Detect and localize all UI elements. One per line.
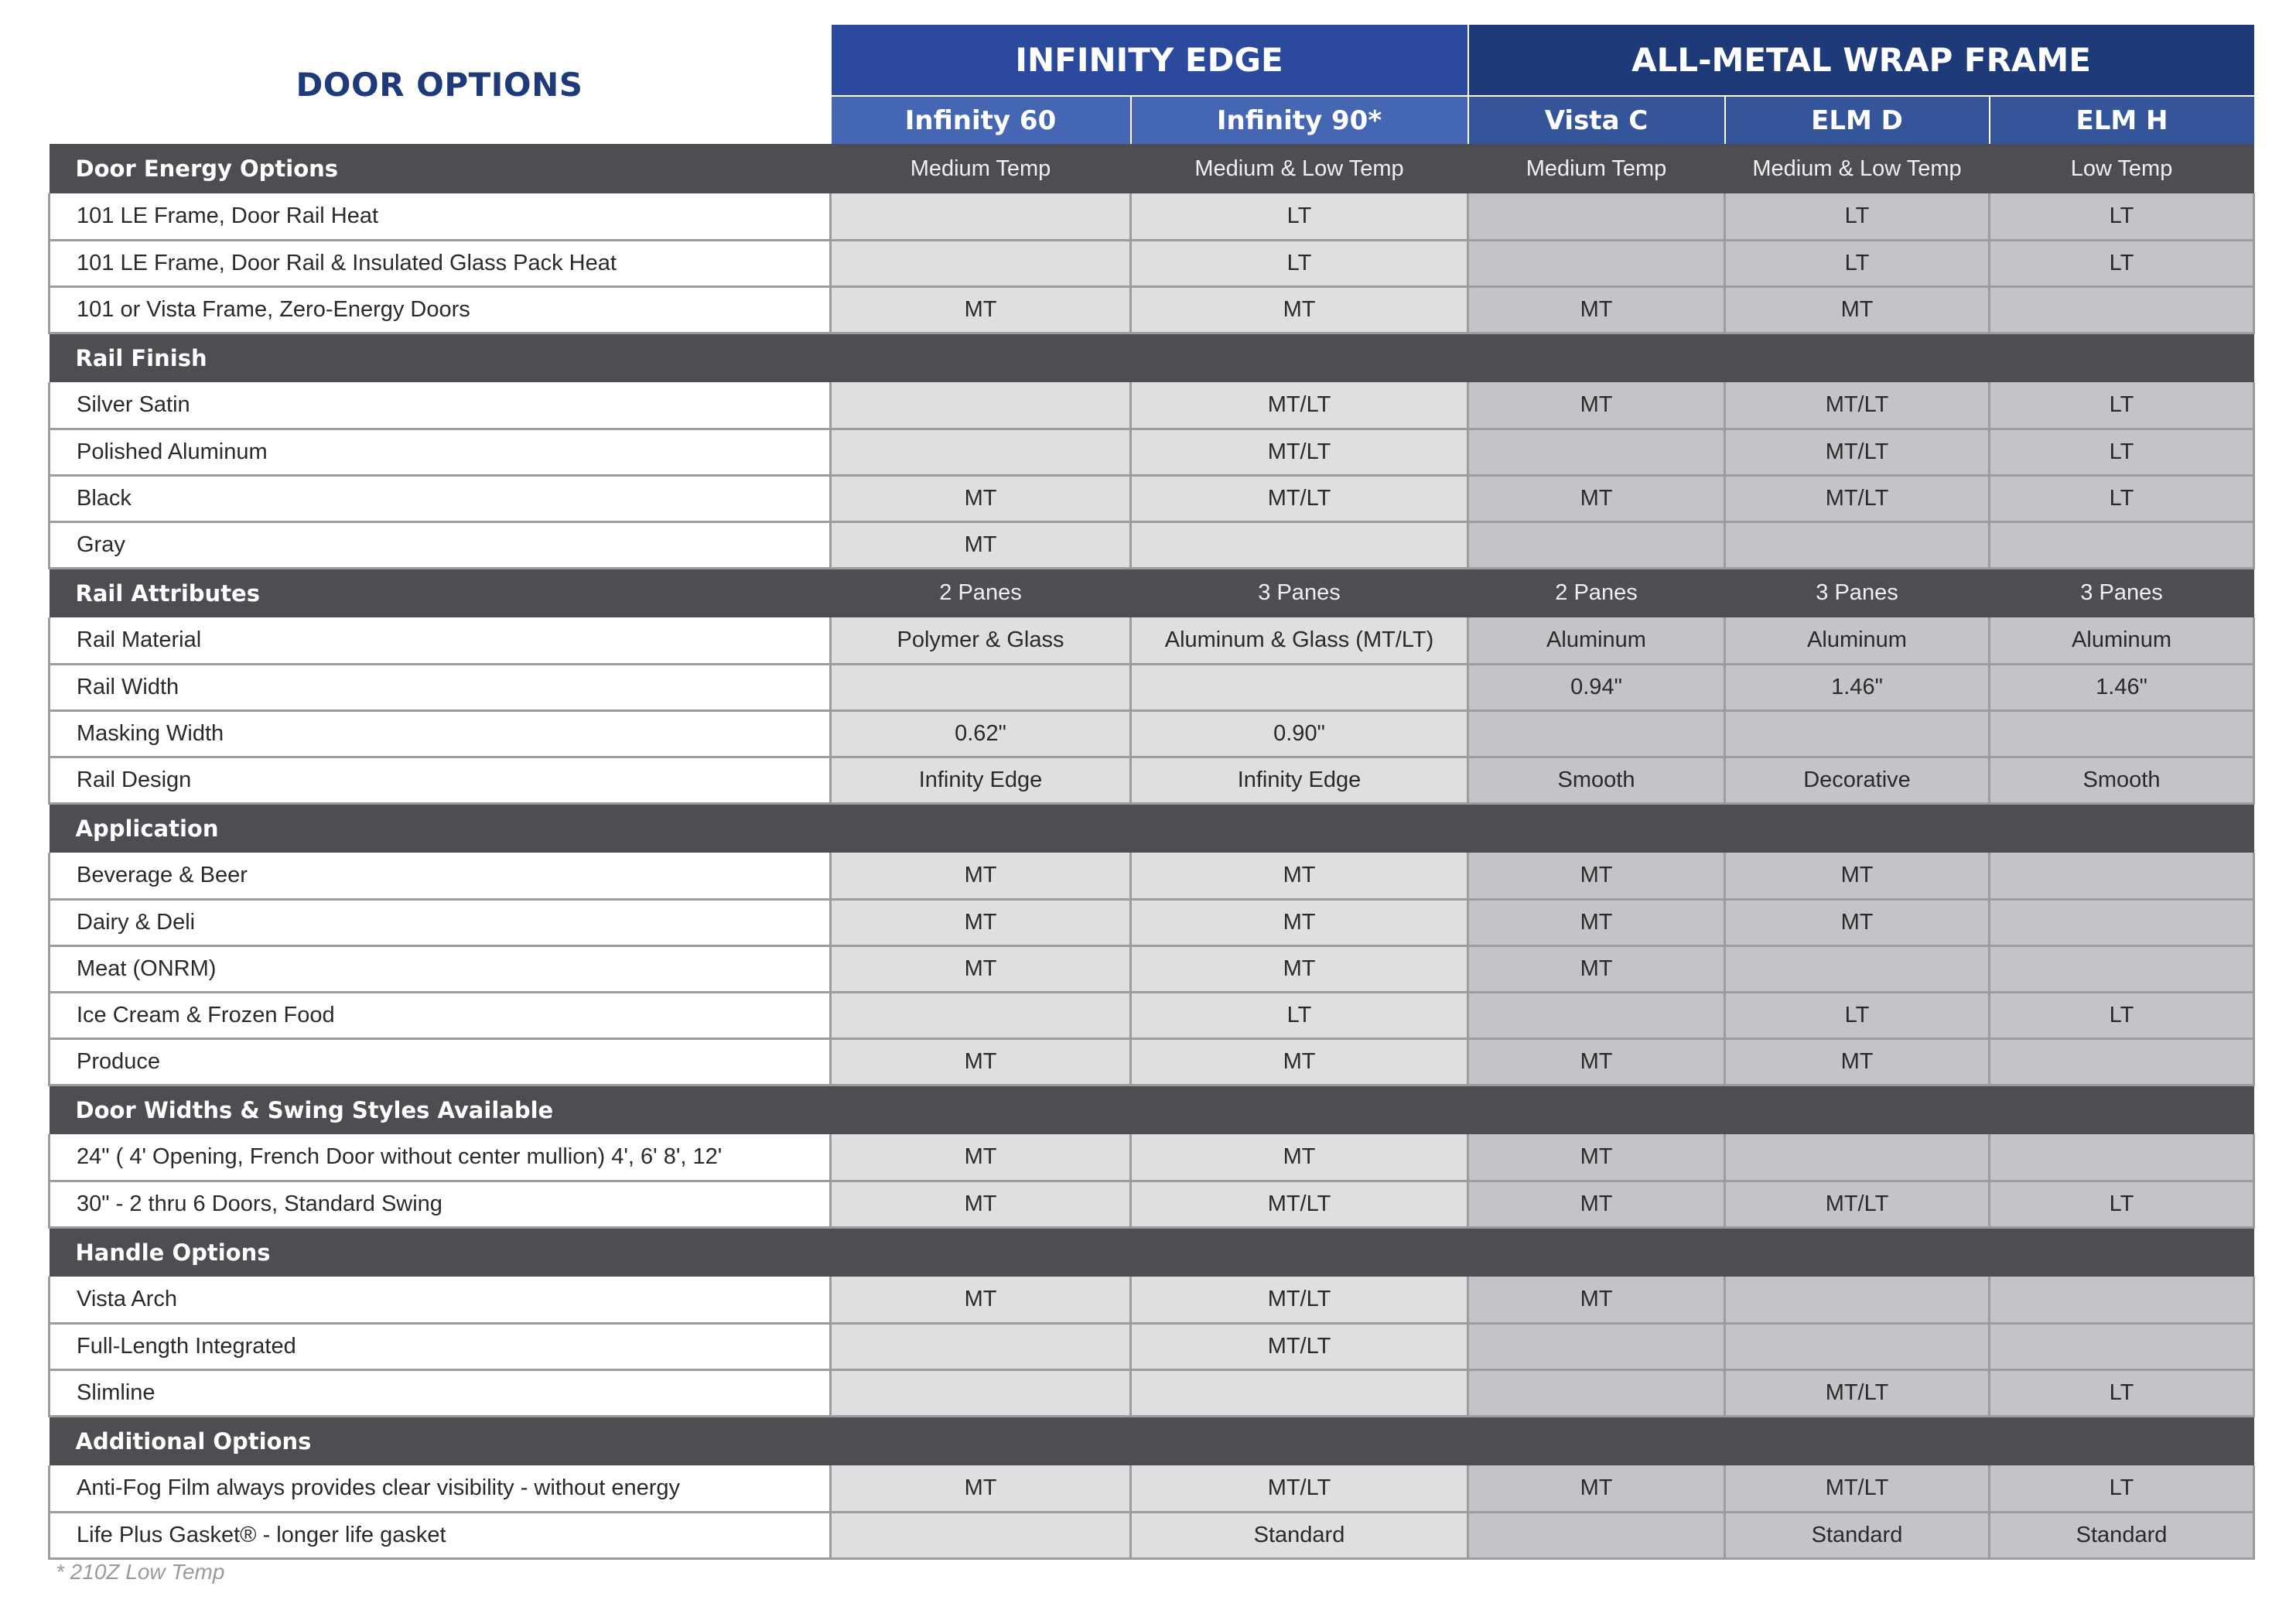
section-value <box>1131 803 1468 853</box>
table-cell: MT <box>1131 853 1468 899</box>
section-value <box>1990 1227 2254 1277</box>
table-row <box>50 710 2254 757</box>
table-cell <box>1990 286 2254 333</box>
table-cell: MT <box>1468 853 1725 899</box>
table-cell <box>1468 521 1725 568</box>
table-row <box>50 1512 2254 1558</box>
table-cell <box>831 382 1131 429</box>
table-cell: MT/LT <box>1725 429 1990 475</box>
table-cell <box>1725 945 1990 992</box>
table-cell: MT <box>1131 1038 1468 1085</box>
row-label: Masking Width <box>50 710 831 757</box>
table-cell: MT <box>1725 286 1990 333</box>
table-cell <box>831 992 1131 1038</box>
table-cell: MT <box>1468 475 1725 521</box>
table-cell <box>1725 521 1990 568</box>
table-cell <box>1990 1038 2254 1085</box>
row-label: Produce <box>50 1038 831 1085</box>
section-label: Door Energy Options <box>50 144 831 193</box>
row-label: 101 or Vista Frame, Zero-Energy Doors <box>50 286 831 333</box>
table-cell: MT <box>831 1134 1131 1181</box>
section-label: Additional Options <box>50 1416 831 1465</box>
row-label: Vista Arch <box>50 1277 831 1323</box>
table-cell <box>1131 664 1468 710</box>
section-value <box>831 1416 1131 1465</box>
table-cell: MT/LT <box>1131 1465 1468 1512</box>
table-cell <box>1468 1369 1725 1416</box>
table-cell: MT <box>1131 286 1468 333</box>
table-cell: MT <box>1725 1038 1990 1085</box>
table-cell <box>831 1323 1131 1369</box>
section-value: 3 Panes <box>1131 568 1468 617</box>
section-header-row <box>50 1416 2254 1465</box>
table-cell: 1.46" <box>1990 664 2254 710</box>
table-cell: MT <box>1131 1134 1468 1181</box>
section-value: 2 Panes <box>831 568 1131 617</box>
table-cell: MT <box>1468 382 1725 429</box>
table-cell <box>1990 1134 2254 1181</box>
table-cell <box>1990 899 2254 945</box>
table-cell: LT <box>1131 240 1468 286</box>
table-cell: MT/LT <box>1131 1181 1468 1227</box>
section-value <box>831 1227 1131 1277</box>
table-cell: MT <box>1468 1038 1725 1085</box>
table-cell: LT <box>1725 992 1990 1038</box>
section-value <box>831 803 1131 853</box>
group-header-infinity-edge: INFINITY EDGE <box>831 25 1468 96</box>
table-cell <box>1468 240 1725 286</box>
table-row <box>50 521 2254 568</box>
row-label: 24" ( 4' Opening, French Door without center mullion) 4', 6' 8', 12' <box>50 1134 831 1181</box>
row-label: Dairy & Deli <box>50 899 831 945</box>
table-cell: 1.46" <box>1725 664 1990 710</box>
section-value: Medium & Low Temp <box>1131 144 1468 193</box>
table-cell: LT <box>1990 193 2254 240</box>
row-label: 30" - 2 thru 6 Doors, Standard Swing <box>50 1181 831 1227</box>
table-cell: Aluminum <box>1990 617 2254 664</box>
table-cell <box>1990 1323 2254 1369</box>
table-cell <box>1468 1512 1725 1558</box>
section-value: 3 Panes <box>1990 568 2254 617</box>
table-cell: MT <box>1725 899 1990 945</box>
table-row <box>50 286 2254 333</box>
section-header-row <box>50 1085 2254 1134</box>
table-cell <box>831 1369 1131 1416</box>
table-cell <box>831 429 1131 475</box>
table-cell: MT/LT <box>1725 475 1990 521</box>
table-cell: Standard <box>1990 1512 2254 1558</box>
table-cell <box>831 193 1131 240</box>
section-header-row <box>50 333 2254 382</box>
section-label: Rail Attributes <box>50 568 831 617</box>
table-row <box>50 617 2254 664</box>
table-cell: MT <box>831 286 1131 333</box>
table-row <box>50 1134 2254 1181</box>
table-cell: MT <box>1468 1181 1725 1227</box>
section-header-row <box>50 1227 2254 1277</box>
table-cell <box>1990 521 2254 568</box>
table-cell: MT <box>1131 899 1468 945</box>
table-cell: LT <box>1725 240 1990 286</box>
table-cell <box>1725 1277 1990 1323</box>
group-header-all-metal-wrap-frame: ALL-METAL WRAP FRAME <box>1468 25 2254 96</box>
section-value <box>1131 333 1468 382</box>
table-cell <box>1468 193 1725 240</box>
section-header-row <box>50 568 2254 617</box>
door-options-page <box>48 25 2253 1584</box>
table-row <box>50 1181 2254 1227</box>
table-cell: LT <box>1725 193 1990 240</box>
table-cell: MT <box>1468 945 1725 992</box>
table-cell: LT <box>1990 240 2254 286</box>
table-cell: MT <box>831 521 1131 568</box>
table-cell <box>1468 992 1725 1038</box>
table-cell <box>1468 710 1725 757</box>
table-cell: MT/LT <box>1131 1323 1468 1369</box>
table-cell: Smooth <box>1990 757 2254 803</box>
table-cell <box>1990 1277 2254 1323</box>
section-value <box>1131 1416 1468 1465</box>
table-cell: MT <box>1131 945 1468 992</box>
section-value <box>831 333 1131 382</box>
table-row <box>50 992 2254 1038</box>
table-cell <box>831 240 1131 286</box>
section-value: Medium & Low Temp <box>1725 144 1990 193</box>
section-value <box>1990 333 2254 382</box>
table-cell: Polymer & Glass <box>831 617 1131 664</box>
table-cell: Standard <box>1131 1512 1468 1558</box>
table-row <box>50 853 2254 899</box>
table-cell <box>831 1512 1131 1558</box>
section-value <box>1468 1416 1725 1465</box>
row-label: Rail Design <box>50 757 831 803</box>
section-value <box>1468 803 1725 853</box>
table-cell: 0.90" <box>1131 710 1468 757</box>
table-cell: MT/LT <box>1725 1369 1990 1416</box>
table-cell: MT <box>831 1181 1131 1227</box>
table-cell: MT <box>831 1277 1131 1323</box>
table-row <box>50 382 2254 429</box>
table-cell <box>1725 1134 1990 1181</box>
row-label: Full-Length Integrated <box>50 1323 831 1369</box>
table-cell: MT <box>831 475 1131 521</box>
table-cell: MT/LT <box>1131 382 1468 429</box>
column-header-elm-d: ELM D <box>1725 96 1990 144</box>
section-label: Rail Finish <box>50 333 831 382</box>
table-cell <box>1990 853 2254 899</box>
table-row <box>50 899 2254 945</box>
table-cell: MT <box>831 1038 1131 1085</box>
table-row <box>50 240 2254 286</box>
row-label: 101 LE Frame, Door Rail & Insulated Glass Pack Heat <box>50 240 831 286</box>
table-row <box>50 1038 2254 1085</box>
table-cell: LT <box>1131 193 1468 240</box>
row-label: Ice Cream & Frozen Food <box>50 992 831 1038</box>
table-cell: MT <box>1468 899 1725 945</box>
table-row <box>50 1465 2254 1512</box>
table-cell: MT/LT <box>1131 429 1468 475</box>
table-cell: MT <box>1468 286 1725 333</box>
table-cell <box>1468 429 1725 475</box>
table-row <box>50 429 2254 475</box>
page-title: DOOR OPTIONS <box>50 25 831 144</box>
table-row <box>50 757 2254 803</box>
table-cell <box>831 664 1131 710</box>
row-label: Rail Width <box>50 664 831 710</box>
row-label: Life Plus Gasket® - longer life gasket <box>50 1512 831 1558</box>
section-value <box>1468 333 1725 382</box>
table-cell: LT <box>1990 382 2254 429</box>
section-label: Handle Options <box>50 1227 831 1277</box>
table-cell: Infinity Edge <box>831 757 1131 803</box>
section-value: Medium Temp <box>831 144 1131 193</box>
table-cell: MT <box>831 945 1131 992</box>
section-value: Medium Temp <box>1468 144 1725 193</box>
table-cell: MT/LT <box>1725 1181 1990 1227</box>
table-cell: LT <box>1131 992 1468 1038</box>
row-label: Anti-Fog Film always provides clear visibility - without energy <box>50 1465 831 1512</box>
table-row <box>50 475 2254 521</box>
table-cell: LT <box>1990 1369 2254 1416</box>
section-value <box>1725 1085 1990 1134</box>
table-cell: MT/LT <box>1131 1277 1468 1323</box>
table-cell: MT <box>831 853 1131 899</box>
table-row <box>50 1277 2254 1323</box>
table-cell: MT <box>831 1465 1131 1512</box>
column-header-vista-c: Vista C <box>1468 96 1725 144</box>
section-label: Application <box>50 803 831 853</box>
section-value <box>1131 1085 1468 1134</box>
table-row <box>50 1369 2254 1416</box>
table-cell: Aluminum <box>1468 617 1725 664</box>
row-label: Polished Aluminum <box>50 429 831 475</box>
section-value <box>1725 803 1990 853</box>
table-cell: MT <box>1468 1277 1725 1323</box>
table-cell: MT <box>1468 1134 1725 1181</box>
table-cell: LT <box>1990 1181 2254 1227</box>
table-row <box>50 1323 2254 1369</box>
section-value <box>1725 1416 1990 1465</box>
table-cell <box>1725 710 1990 757</box>
row-label: Rail Material <box>50 617 831 664</box>
table-cell: MT/LT <box>1131 475 1468 521</box>
section-header-row <box>50 144 2254 193</box>
table-cell: MT <box>831 899 1131 945</box>
table-row <box>50 664 2254 710</box>
table-row <box>50 193 2254 240</box>
table-cell: Infinity Edge <box>1131 757 1468 803</box>
row-label: Black <box>50 475 831 521</box>
section-value <box>1990 1416 2254 1465</box>
table-cell: Aluminum <box>1725 617 1990 664</box>
table-cell: MT <box>1468 1465 1725 1512</box>
table-cell <box>1131 521 1468 568</box>
door-options-table <box>48 25 2255 1560</box>
table-cell <box>1725 1323 1990 1369</box>
table-cell: MT <box>1725 853 1990 899</box>
section-header-row <box>50 803 2254 853</box>
section-value <box>1725 333 1990 382</box>
table-cell: Smooth <box>1468 757 1725 803</box>
footnote: * 210Z Low Temp <box>56 1560 225 1584</box>
table-cell <box>1468 1323 1725 1369</box>
section-value <box>1468 1227 1725 1277</box>
row-label: Meat (ONRM) <box>50 945 831 992</box>
table-cell: Standard <box>1725 1512 1990 1558</box>
table-cell: Aluminum & Glass (MT/LT) <box>1131 617 1468 664</box>
section-value <box>831 1085 1131 1134</box>
table-row <box>50 945 2254 992</box>
section-value <box>1990 1085 2254 1134</box>
column-header-infinity-60: Infinity 60 <box>831 96 1131 144</box>
table-cell <box>1990 945 2254 992</box>
row-label: Slimline <box>50 1369 831 1416</box>
section-value <box>1468 1085 1725 1134</box>
table-cell: 0.62" <box>831 710 1131 757</box>
section-value: Low Temp <box>1990 144 2254 193</box>
row-label: Beverage & Beer <box>50 853 831 899</box>
table-cell: LT <box>1990 1465 2254 1512</box>
table-body <box>50 144 2254 1558</box>
table-cell: 0.94" <box>1468 664 1725 710</box>
section-value <box>1990 803 2254 853</box>
table-cell: Decorative <box>1725 757 1990 803</box>
table-cell: LT <box>1990 992 2254 1038</box>
section-value: 2 Panes <box>1468 568 1725 617</box>
table-cell: LT <box>1990 429 2254 475</box>
table-cell <box>1990 710 2254 757</box>
table-cell <box>1131 1369 1468 1416</box>
column-header-elm-h: ELM H <box>1990 96 2254 144</box>
table-cell: LT <box>1990 475 2254 521</box>
row-label: Gray <box>50 521 831 568</box>
section-label: Door Widths & Swing Styles Available <box>50 1085 831 1134</box>
section-value: 3 Panes <box>1725 568 1990 617</box>
row-label: 101 LE Frame, Door Rail Heat <box>50 193 831 240</box>
row-label: Silver Satin <box>50 382 831 429</box>
section-value <box>1131 1227 1468 1277</box>
section-value <box>1725 1227 1990 1277</box>
column-header-infinity-90: Infinity 90* <box>1131 96 1468 144</box>
table-cell: MT/LT <box>1725 1465 1990 1512</box>
table-cell: MT/LT <box>1725 382 1990 429</box>
